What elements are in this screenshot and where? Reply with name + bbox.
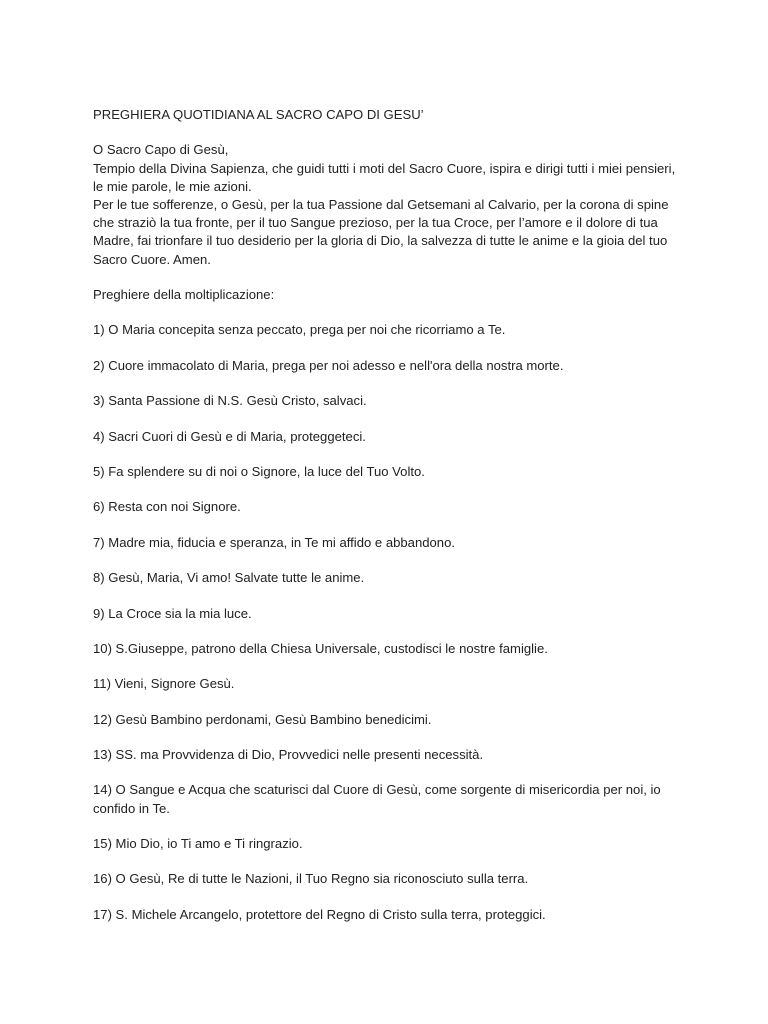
paragraph-1: Tempio della Divina Sapienza, che guidi tutti i moti del Sacro Cuore, ispira e dirigi tutti i miei pensieri, le mie parole, le mie azioni. — [93, 160, 676, 194]
list-item: 2) Cuore immacolato di Maria, prega per noi adesso e nell'ora della nostra morte. — [93, 357, 564, 373]
list-item: 4) Sacri Cuori di Gesù e di Maria, proteggeteci. — [93, 428, 366, 444]
list-item: 11) Vieni, Signore Gesù. — [93, 676, 235, 692]
list-item: 15) Mio Dio, io Ti amo e Ti ringrazio. — [93, 836, 303, 852]
spacer — [93, 340, 683, 357]
spacer — [93, 818, 683, 835]
spacer — [93, 764, 683, 781]
spacer — [93, 694, 683, 711]
list-item: 7) Madre mia, fiducia e speranza, in Te mi affido e abbandono. — [93, 534, 455, 550]
list-item: 10) S.Giuseppe, patrono della Chiesa Universale, custodisci le nostre famiglie. — [93, 640, 548, 656]
spacer — [93, 729, 683, 746]
spacer — [93, 481, 683, 498]
list-item: 3) Santa Passione di N.S. Gesù Cristo, salvaci. — [93, 393, 367, 409]
prayer-list — [93, 304, 683, 924]
list-item: 17) S. Michele Arcangelo, protettore del Regno di Cristo sulla terra, proteggici. — [93, 906, 546, 922]
list-item: 13) SS. ma Provvidenza di Dio, Provvedici nelle presenti necessità. — [93, 747, 484, 763]
list-item: 8) Gesù, Maria, Vi amo! Salvate tutte le anime. — [93, 570, 365, 586]
invocation: O Sacro Capo di Gesù, — [93, 142, 229, 158]
list-item: 5) Fa splendere su di noi o Signore, la luce del Tuo Volto. — [93, 463, 425, 479]
spacer — [93, 304, 683, 321]
spacer — [93, 587, 683, 604]
spacer — [93, 889, 683, 906]
spacer — [93, 623, 683, 640]
spacer — [93, 517, 683, 534]
spacer — [93, 853, 683, 870]
spacer — [93, 410, 683, 427]
spacer — [93, 658, 683, 675]
list-item: 16) O Gesù, Re di tutte le Nazioni, il Tuo Regno sia riconosciuto sulla terra. — [93, 871, 529, 887]
spacer — [93, 446, 683, 463]
document-body — [93, 106, 683, 924]
spacer — [93, 552, 683, 569]
list-item: 12) Gesù Bambino perdonami, Gesù Bambino benedicimi. — [93, 711, 432, 727]
list-item: 9) La Croce sia la mia luce. — [93, 605, 252, 621]
list-item: 6) Resta con noi Signore. — [93, 499, 241, 515]
document-title: PREGHIERA QUOTIDIANA AL SACRO CAPO DI GESU’ — [93, 107, 424, 122]
list-item: 1) O Maria concepita senza peccato, prega per noi che ricorriamo a Te. — [93, 322, 506, 338]
list-item: 14) O Sangue e Acqua che scaturisci dal Cuore di Gesù, come sorgente di misericordia per noi, io confido in Te. — [93, 782, 661, 816]
spacer — [93, 124, 683, 141]
spacer — [93, 375, 683, 392]
paragraph-2: Per le tue sofferenze, o Gesù, per la tua Passione dal Getsemani al Calvario, per la corona di spine che straziò la tua fronte, per il tuo Sangue prezioso, per la tua Croce, per l’amore e il dolore di tua Madre, fai trionfare il tuo desiderio per la gloria di Dio, la salvezza di tutte le anime e la gioia del tuo Sacro Cuore. Amen. — [93, 197, 669, 267]
section-heading: Preghiere della moltiplicazione: — [93, 287, 275, 302]
spacer — [93, 269, 683, 286]
